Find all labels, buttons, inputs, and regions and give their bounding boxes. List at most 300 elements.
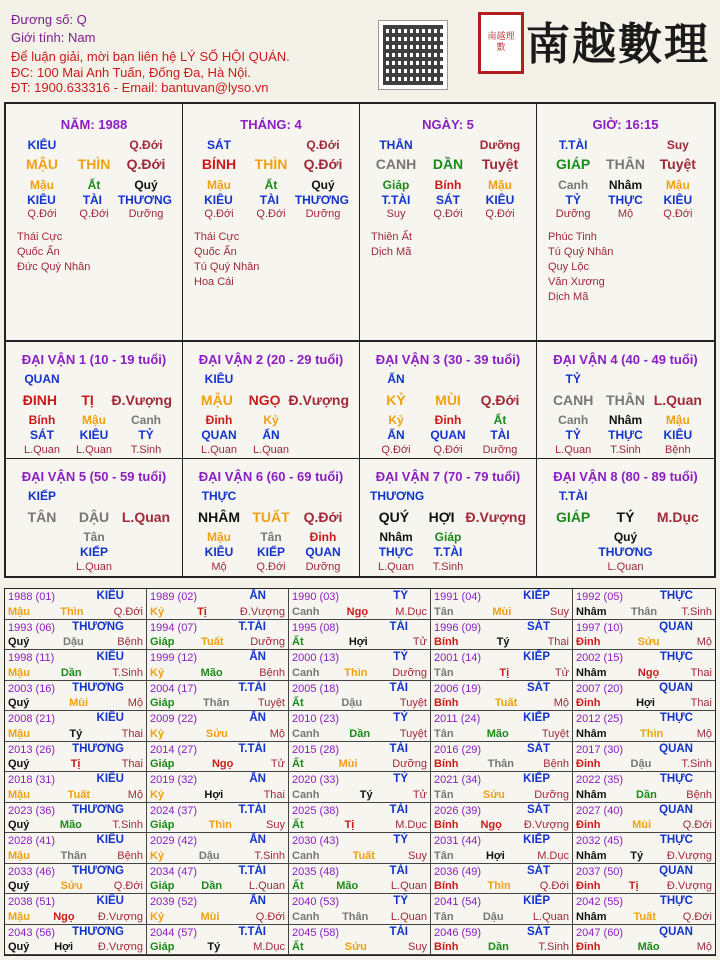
year-value: Thân [60, 849, 87, 862]
year-value: T.Sinh [112, 819, 143, 831]
year-god: ẤN [249, 773, 266, 785]
year-value: Đinh [576, 880, 601, 892]
logo: 南越數理 [526, 19, 710, 70]
year-label: 2030 (43) [292, 835, 340, 847]
year-detail [292, 880, 427, 892]
cell: Dưỡng [555, 208, 591, 220]
cell: TÝ [616, 509, 635, 525]
cell [68, 489, 120, 503]
year-value: Dưỡng [250, 636, 285, 648]
cell: Q.Đới [27, 208, 57, 220]
year-label: 2021 (34) [434, 774, 482, 786]
year-detail [8, 606, 143, 618]
year-detail [292, 911, 427, 923]
cell: MẬU [200, 392, 233, 408]
year-value: Nhâm [576, 910, 607, 923]
year-cell[interactable] [431, 894, 573, 925]
cell [599, 372, 651, 386]
pillar-3 [537, 104, 714, 340]
cell: Giáp [382, 178, 410, 192]
year-value: Ất [292, 880, 304, 892]
year-cell[interactable] [5, 681, 147, 712]
pillar-title: NĂM: 1988 [60, 117, 128, 132]
row [360, 428, 536, 442]
year-value: Quý [8, 697, 30, 709]
year-detail [434, 728, 569, 740]
cell: Q.Đới [433, 444, 463, 456]
year-label: 2040 (53) [292, 896, 340, 908]
year-value: Dậu [198, 849, 220, 862]
year-value: Đ.Vượng [523, 819, 569, 831]
year-value: Mộ [553, 697, 569, 709]
year-value: Tử [554, 666, 569, 679]
cell: Mậu [665, 178, 690, 192]
row [6, 193, 182, 207]
year-value: Nhâm [576, 788, 607, 801]
year-cell[interactable] [573, 803, 715, 834]
year-value: Tân [434, 849, 454, 862]
year-label: 2022 (35) [576, 774, 624, 786]
cell: KIẾP [79, 545, 108, 559]
year-cell[interactable] [573, 925, 715, 956]
cell: Q.Đới [303, 509, 343, 525]
pillar-title: NGÀY: 5 [422, 117, 474, 132]
year-label: 2005 (18) [292, 682, 340, 695]
row [6, 208, 182, 220]
year-cell[interactable] [289, 803, 431, 834]
year-cell[interactable] [5, 833, 147, 864]
row [6, 156, 182, 172]
year-cell[interactable] [573, 650, 715, 681]
year-value: Dưỡng [392, 666, 427, 679]
cell: QUAN [305, 545, 341, 559]
cell: Dưỡng [479, 138, 521, 152]
row [360, 193, 536, 207]
cell [297, 413, 349, 427]
year-cell[interactable] [5, 894, 147, 925]
dai-van-title: ĐẠI VẬN 5 (50 - 59 tuổi) [21, 469, 167, 484]
contact-line: Để luận giải, mời bạn liên hệ LÝ SỐ HỘI QUÁN. [11, 49, 290, 64]
row [183, 178, 359, 192]
dai-van-8[interactable] [537, 459, 714, 576]
row [183, 530, 359, 544]
year-god: T.TÀI [238, 742, 266, 755]
cell [120, 372, 172, 386]
cell: THƯƠNG [117, 193, 172, 207]
year-god: QUAN [659, 803, 693, 816]
year-value: Ất [292, 819, 304, 831]
cell: Mậu [207, 178, 231, 192]
year-cell[interactable] [147, 925, 289, 956]
year-cell[interactable] [5, 711, 147, 742]
cell [474, 372, 526, 386]
row [360, 208, 536, 220]
cell [297, 444, 349, 456]
year-value: L.Quan [390, 880, 427, 892]
cell: Ất [493, 413, 507, 427]
year-label: 1991 (04) [434, 591, 482, 603]
year-god: KIẾP [523, 895, 550, 907]
dai-van-6[interactable] [183, 459, 360, 576]
year-god: SÁT [527, 681, 550, 694]
year-value: Mùi [69, 697, 89, 709]
row [183, 545, 359, 559]
year-label: 1994 (07) [150, 621, 198, 634]
year-cell[interactable] [5, 864, 147, 895]
row [537, 372, 714, 386]
year-cell[interactable] [573, 681, 715, 712]
year-cell[interactable] [573, 711, 715, 742]
cell: Q.Đới [485, 208, 515, 220]
year-cell[interactable] [289, 681, 431, 712]
year-cell[interactable] [289, 894, 431, 925]
year-label: 2011 (24) [434, 713, 481, 725]
cell [424, 489, 475, 503]
cell: KIÊU [27, 138, 57, 152]
year-cell[interactable] [5, 925, 147, 956]
year-value: Giáp [150, 758, 175, 770]
year-value: Mão [200, 666, 223, 679]
phone-email-line: ĐT: 1900.633316 - Email: bantuvan@lyso.vn [11, 80, 269, 95]
year-detail [8, 911, 143, 923]
year-label: 2044 (57) [150, 926, 198, 939]
year-value: Bính [434, 941, 459, 953]
cell: Đinh [205, 413, 233, 427]
year-cell[interactable] [289, 864, 431, 895]
year-cell[interactable] [147, 589, 289, 620]
year-cell[interactable] [289, 589, 431, 620]
cell [297, 372, 349, 386]
cell: Giáp [434, 530, 462, 544]
cell: Q.Đới [256, 561, 286, 573]
year-god: T.TÀI [238, 681, 266, 694]
year-label: 2039 (52) [150, 896, 198, 908]
year-value: Canh [292, 788, 320, 801]
year-god: THỰC [659, 590, 693, 602]
year-cell[interactable] [573, 772, 715, 803]
year-value: Tử [270, 758, 285, 770]
year-value: Mậu [8, 849, 30, 862]
year-value: Ngọ [480, 819, 502, 831]
year-cell[interactable] [5, 803, 147, 834]
year-god: TÀI [389, 803, 408, 816]
cell: ẤN [387, 428, 405, 442]
cell: DẬU [78, 509, 110, 525]
year-cell[interactable] [147, 833, 289, 864]
year-cell[interactable] [147, 711, 289, 742]
year-value: Sửu [60, 880, 83, 892]
year-god: T.TÀI [238, 803, 266, 816]
year-value: Bệnh [117, 849, 143, 862]
year-value: Tuất [67, 788, 91, 801]
row [360, 178, 536, 192]
cell: Canh [558, 413, 589, 427]
year-cell[interactable] [431, 925, 573, 956]
cell: ẤN [387, 372, 405, 386]
year-cell[interactable] [431, 620, 573, 651]
cell: Tân [260, 530, 282, 544]
dai-van-title: ĐẠI VẬN 6 (60 - 69 tuổi) [198, 469, 344, 484]
year-detail [150, 758, 285, 770]
year-cell[interactable] [431, 711, 573, 742]
year-cell[interactable] [147, 864, 289, 895]
cell: THƯƠNG [294, 193, 349, 207]
year-value: Giáp [150, 880, 175, 892]
year-value: Tị [70, 758, 81, 770]
year-cell[interactable] [147, 772, 289, 803]
year-god: THỰC [659, 712, 693, 724]
dai-van-5[interactable] [6, 459, 183, 576]
year-label: 2045 (58) [292, 926, 340, 939]
dai-van-7[interactable] [360, 459, 537, 576]
row [360, 489, 536, 503]
pillar-0 [6, 104, 183, 340]
cell [297, 428, 349, 442]
cell: Suy [666, 138, 689, 152]
cell: T.Sinh [130, 444, 162, 456]
year-detail [8, 789, 143, 801]
year-cell[interactable] [289, 925, 431, 956]
year-label: 2010 (23) [292, 713, 340, 725]
year-detail [150, 911, 285, 923]
year-detail [434, 606, 569, 618]
cell [297, 489, 349, 503]
cell [475, 489, 526, 503]
year-detail [576, 789, 712, 801]
year-cell[interactable] [431, 864, 573, 895]
year-cell[interactable] [5, 620, 147, 651]
year-god: KIÊU [96, 651, 124, 663]
year-value: Mùi [632, 819, 652, 831]
year-value: Mộ [269, 727, 285, 740]
year-cell[interactable] [573, 742, 715, 773]
year-value: Tử [412, 788, 427, 801]
year-detail [576, 911, 712, 923]
year-value: Giáp [150, 636, 175, 648]
cell: THỰC [201, 489, 237, 503]
year-detail [8, 880, 143, 892]
year-value: Dần [201, 880, 223, 892]
address-line: ĐC: 100 Mai Anh Tuấn, Đống Đa, Hà Nội. [11, 65, 251, 80]
year-cell[interactable] [289, 742, 431, 773]
gender-line: Giới tính: Nam [11, 30, 96, 45]
cell: HỢI [428, 509, 455, 525]
year-value: Quý [8, 758, 30, 770]
year-label: 1992 (05) [576, 591, 624, 603]
year-value: Suy [550, 605, 569, 618]
row [537, 208, 714, 220]
year-cell[interactable] [573, 589, 715, 620]
cell: Q.Đới [663, 208, 693, 220]
star-item: Hoa Cái [194, 276, 234, 288]
row [537, 413, 714, 427]
cell: L.Quan [200, 444, 238, 456]
year-label: 1990 (03) [292, 591, 340, 603]
year-god: QUAN [659, 925, 693, 938]
year-label: 2006 (19) [434, 682, 482, 695]
year-value: Bính [434, 758, 459, 770]
year-cell[interactable] [289, 650, 431, 681]
year-cell[interactable] [289, 620, 431, 651]
year-value: Đinh [576, 941, 601, 953]
year-god: QUAN [659, 681, 693, 694]
cell: ĐINH [22, 392, 57, 408]
year-label: 2026 (39) [434, 804, 482, 817]
dai-van-2[interactable] [183, 342, 360, 459]
cell: Mậu [82, 413, 106, 427]
year-value: Bệnh [543, 758, 569, 770]
year-value: Suy [266, 819, 285, 831]
year-value: Q.Đới [113, 605, 143, 618]
dai-van-1[interactable] [6, 342, 183, 459]
year-cell[interactable] [431, 650, 573, 681]
year-cell[interactable] [147, 803, 289, 834]
star-item: Dịch Mã [371, 246, 412, 258]
dai-van-title: ĐẠI VẬN 8 (80 - 89 tuổi) [553, 469, 698, 484]
year-value: Thân [203, 697, 230, 709]
year-detail [434, 758, 569, 770]
year-cell[interactable] [147, 894, 289, 925]
year-value: Tị [628, 880, 639, 892]
year-value: Canh [292, 666, 320, 679]
year-value: Q.Đới [255, 910, 285, 923]
year-cell[interactable] [289, 711, 431, 742]
year-value: T.Sinh [538, 941, 569, 953]
year-cell[interactable] [147, 742, 289, 773]
year-label: 1995 (08) [292, 621, 340, 634]
year-cell[interactable] [147, 681, 289, 712]
year-value: Thai [121, 727, 143, 740]
cell [120, 561, 172, 573]
cell: Nhâm [608, 413, 643, 427]
cell [245, 489, 297, 503]
year-label: 2047 (60) [576, 926, 624, 939]
cell [547, 545, 598, 559]
year-value: Tị [344, 819, 355, 831]
dai-van-title: ĐẠI VẬN 1 (10 - 19 tuổi) [21, 352, 167, 367]
year-value: Thìn [208, 819, 232, 831]
year-cell[interactable] [431, 681, 573, 712]
year-god: KIÊU [96, 773, 124, 785]
cell: SÁT [436, 193, 460, 207]
year-value: Sửu [637, 636, 660, 648]
year-value: L.Quan [248, 880, 285, 892]
year-cell[interactable] [431, 803, 573, 834]
row [6, 372, 182, 386]
cell [474, 545, 526, 559]
year-cell[interactable] [5, 772, 147, 803]
year-god: QUAN [659, 864, 693, 877]
year-detail [292, 819, 427, 831]
year-cell[interactable] [5, 742, 147, 773]
year-cell[interactable] [573, 833, 715, 864]
row [6, 545, 182, 559]
cell: GIÁP [556, 156, 591, 172]
star-item: Quốc Ấn [17, 246, 60, 258]
star-item: Đức Quý Nhân [17, 261, 91, 273]
year-label: 2009 (22) [150, 713, 198, 725]
year-cell[interactable] [5, 650, 147, 681]
year-value: Dậu [341, 697, 363, 709]
year-value: Thai [690, 666, 712, 679]
year-value: Tuyệt [541, 727, 569, 740]
cell [652, 489, 704, 503]
year-cell[interactable] [289, 772, 431, 803]
year-detail [150, 880, 285, 892]
cell: Q.Đới [303, 156, 343, 172]
cell: L.Quan [121, 509, 171, 525]
row [6, 530, 182, 544]
star-item: Phúc Tinh [548, 231, 597, 243]
year-god: SÁT [527, 742, 550, 755]
year-god: KIẾP [523, 834, 550, 846]
year-cell[interactable] [431, 772, 573, 803]
year-detail [8, 941, 143, 953]
year-god: TÀI [389, 681, 408, 694]
year-cell[interactable] [147, 620, 289, 651]
year-cell[interactable] [431, 833, 573, 864]
year-detail [576, 941, 712, 953]
year-value: T.Sinh [254, 849, 285, 862]
year-cell[interactable] [431, 742, 573, 773]
star-item: Văn Xương [548, 276, 605, 288]
cell: CANH [375, 156, 417, 172]
year-value: Thìn [344, 666, 368, 679]
cell: Mậu [488, 178, 512, 192]
year-cell[interactable] [573, 620, 715, 651]
dai-van-3[interactable] [360, 342, 537, 459]
year-god: TỶ [393, 773, 408, 785]
year-cell[interactable] [147, 650, 289, 681]
row [183, 208, 359, 220]
year-label: 2018 (31) [8, 774, 56, 786]
row [183, 392, 359, 408]
year-value: Tý [496, 636, 510, 648]
year-value: Sửu [344, 941, 367, 953]
cell: NGỌ [248, 392, 281, 408]
cell: TÂN [27, 509, 57, 525]
year-detail [8, 850, 143, 862]
year-cell[interactable] [289, 833, 431, 864]
year-label: 2008 (21) [8, 713, 56, 725]
year-label: 2002 (15) [576, 652, 624, 664]
year-value: Tuyệt [399, 697, 427, 709]
year-cell[interactable] [5, 589, 147, 620]
year-value: M.Dục [253, 941, 285, 953]
row [360, 530, 536, 544]
year-value: Kỷ [150, 666, 165, 679]
row [537, 428, 714, 442]
year-value: Dậu [482, 910, 504, 923]
year-god: TÀI [389, 864, 408, 877]
year-detail [292, 667, 427, 679]
cell: L.Quan [653, 392, 702, 408]
cell: CANH [552, 392, 594, 408]
year-detail [434, 819, 569, 831]
year-value: Hợi [485, 849, 505, 862]
year-detail [576, 728, 712, 740]
year-cell[interactable] [431, 589, 573, 620]
year-value: Dần [636, 788, 657, 801]
qr-code-icon[interactable] [378, 20, 448, 90]
cell: MÙI [435, 392, 461, 408]
year-cell[interactable] [573, 894, 715, 925]
year-cell[interactable] [573, 864, 715, 895]
year-detail [8, 667, 143, 679]
pillar-2 [360, 104, 537, 340]
year-label: 2043 (56) [8, 926, 56, 939]
dai-van-4[interactable] [537, 342, 714, 459]
